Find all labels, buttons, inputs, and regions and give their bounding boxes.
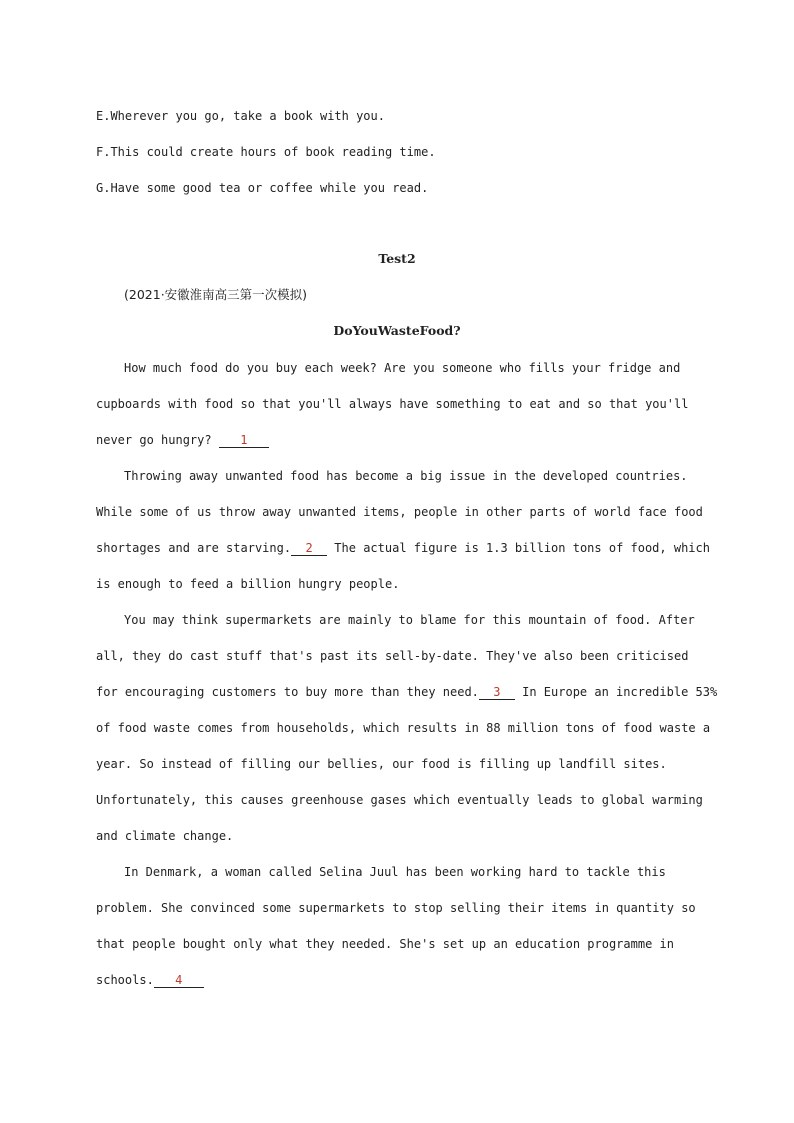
paragraph-3-line: and climate change.: [96, 829, 234, 843]
paragraph-3-line: Unfortunately, this causes greenhouse gases which eventually leads to global warming: [96, 793, 703, 807]
paragraph-4-line: that people bought only what they needed. She's set up an education programme in: [96, 937, 674, 951]
source-note: (2021·安徽淮南高三第一次模拟): [124, 287, 308, 302]
blank-2: 2: [291, 541, 327, 556]
paragraph-2-line: Throwing away unwanted food has become a big issue in the developed countries.: [124, 469, 688, 483]
paragraph-3-line: You may think supermarkets are mainly to blame for this mountain of food. After: [124, 613, 695, 627]
text-span: for encouraging customers to buy more than they need.: [96, 685, 479, 699]
paragraph-1-line: [96, 432, 269, 448]
paragraph-4-line: [96, 972, 204, 988]
article-title: DoYouWasteFood?: [333, 323, 461, 338]
option-f: F.This could create hours of book reading time.: [96, 145, 436, 159]
blank-1: 1: [219, 433, 269, 448]
text-span: schools.: [96, 973, 154, 987]
paragraph-1-line: cupboards with food so that you'll always have something to eat and so that you'll: [96, 397, 689, 411]
text-span: shortages and are starving.: [96, 541, 292, 555]
paragraph-2-line: is enough to feed a billion hungry people.: [96, 577, 400, 591]
blank-4: 4: [154, 973, 204, 988]
blank-3: 3: [479, 685, 515, 700]
text-span: The actual figure is 1.3 billion tons of food, which: [327, 541, 710, 555]
paragraph-4-line: problem. She convinced some supermarkets to stop selling their items in quantity so: [96, 901, 696, 915]
option-g: G.Have some good tea or coffee while you read.: [96, 181, 429, 195]
paragraph-3-line: of food waste comes from households, which results in 88 million tons of food waste a: [96, 721, 711, 735]
text-span: In Europe an incredible 53%: [514, 685, 718, 699]
option-e: E.Wherever you go, take a book with you.: [96, 109, 385, 123]
paragraph-1-line: How much food do you buy each week? Are you someone who fills your fridge and: [124, 361, 681, 375]
paragraph-2-line: [96, 540, 710, 556]
paragraph-3-line: all, they do cast stuff that's past its sell-by-date. They've also been criticised: [96, 649, 689, 663]
paragraph-4-line: In Denmark, a woman called Selina Juul has been working hard to tackle this: [124, 865, 666, 879]
paragraph-3-line: year. So instead of filling our bellies, our food is filling up landfill sites.: [96, 757, 667, 771]
paragraph-3-line: [96, 684, 717, 700]
text-span: never go hungry?: [96, 433, 219, 447]
section-title: Test2: [378, 251, 416, 266]
paragraph-2-line: While some of us throw away unwanted items, people in other parts of world face food: [96, 505, 703, 519]
